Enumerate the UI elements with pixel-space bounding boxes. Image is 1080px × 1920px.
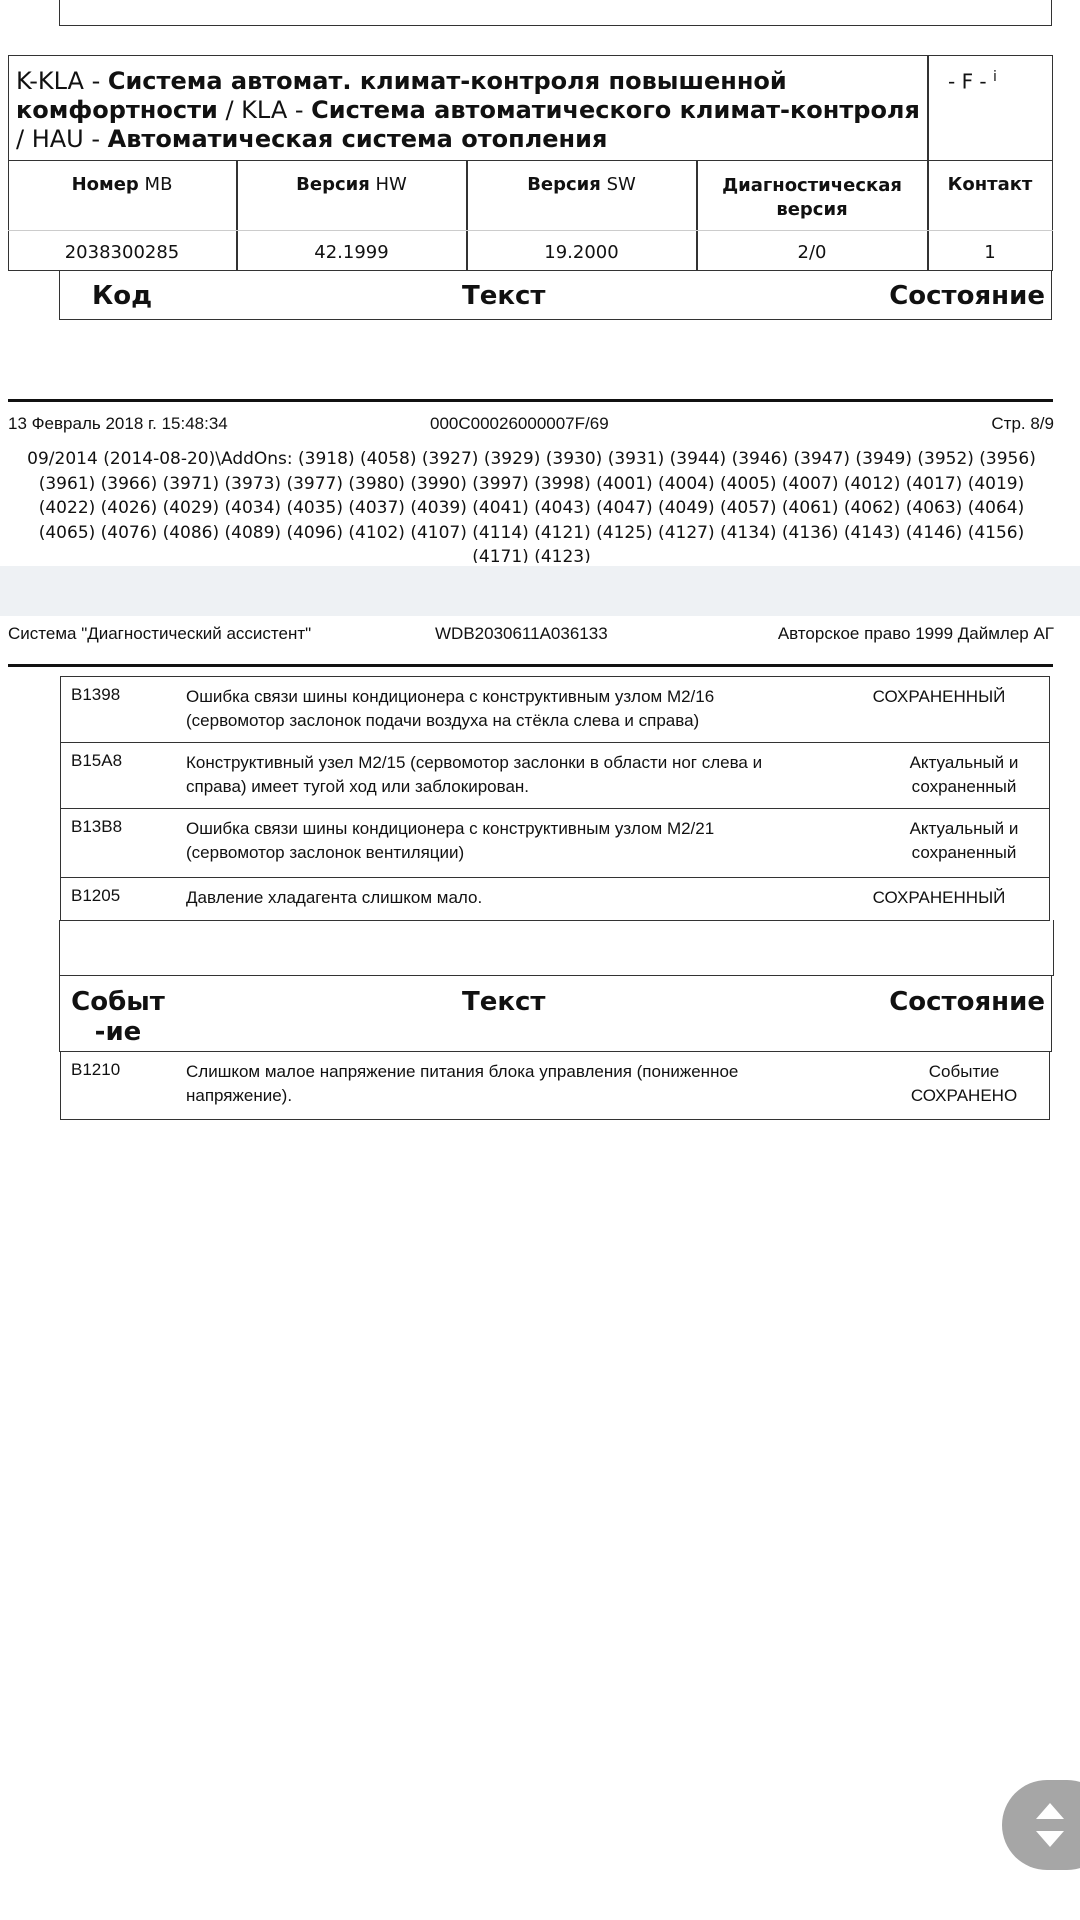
info-value-mb: 2038300285 bbox=[64, 242, 180, 263]
table-row bbox=[60, 878, 1050, 921]
fault-text: Ошибка связи шины кондиционера с конструктивным узлом M2/16 (сервомотор заслонок подачи воздуха на стёкла слева и справа) bbox=[186, 687, 715, 730]
event-state: Событие СОХРАНЕНО bbox=[910, 1062, 1018, 1105]
fault-header-state: Состояние bbox=[889, 281, 1045, 311]
info-header-mb bbox=[8, 174, 236, 195]
footer-date: 13 Февраль 2018 г. 15:48:34 bbox=[8, 414, 228, 433]
info-value-diag: 2/0 bbox=[797, 242, 827, 263]
info-header-bold: Диагностическая версия bbox=[722, 175, 902, 220]
module-flag-text: - F - bbox=[948, 69, 994, 94]
event-header-state: Состояние bbox=[889, 987, 1045, 1017]
info-header-hw bbox=[237, 174, 466, 195]
module-title bbox=[8, 55, 928, 161]
info-header-bold: Номер bbox=[71, 174, 139, 195]
table-row bbox=[60, 743, 1050, 809]
previous-section-box bbox=[59, 0, 1052, 26]
info-value-hw: 42.1999 bbox=[314, 242, 389, 263]
table-row bbox=[60, 1052, 1050, 1120]
fault-state: Актуальный и сохраненный bbox=[909, 753, 1019, 796]
info-row-divider bbox=[8, 230, 1053, 231]
info-header-rest: SW bbox=[600, 174, 636, 195]
event-code: B1210 bbox=[71, 1060, 121, 1079]
fault-text: Конструктивный узел M2/15 (сервомотор заслонки в области ног слева и справа) имеет тугой ход или заблокирован. bbox=[186, 753, 763, 796]
info-header-diag bbox=[697, 174, 927, 222]
module-title-part: Система автомат. климат-контроля повышенной комфортности bbox=[16, 67, 787, 124]
footer-doc-id: 000C00026000007F/69 bbox=[430, 414, 609, 433]
module-title-part: / HAU - bbox=[16, 125, 108, 153]
info-header-sw bbox=[467, 174, 696, 195]
table-row bbox=[60, 676, 1050, 743]
module-flag bbox=[928, 55, 1052, 161]
info-header-bold: Версия bbox=[527, 174, 601, 195]
table-row bbox=[60, 809, 1050, 878]
fault-header-code: Код bbox=[92, 281, 153, 311]
module-title-part: / KLA - bbox=[217, 96, 312, 124]
scroll-button[interactable] bbox=[1002, 1780, 1080, 1870]
fault-code: B1398 bbox=[71, 685, 121, 704]
module-title-part: K-KLA - bbox=[16, 67, 108, 95]
header-vin: WDB2030611A036133 bbox=[435, 624, 608, 643]
empty-row bbox=[59, 920, 1054, 976]
info-header-rest: HW bbox=[369, 174, 407, 195]
footer-page: Стр. 8/9 bbox=[991, 414, 1054, 433]
footer-rule bbox=[8, 399, 1053, 402]
fault-code: B13B8 bbox=[71, 817, 123, 836]
header-rule bbox=[8, 664, 1053, 667]
info-header-contact bbox=[928, 174, 1052, 195]
fault-state: Актуальный и сохраненный bbox=[909, 819, 1019, 862]
info-value-sw: 19.2000 bbox=[544, 242, 619, 263]
fault-text: Давление хладагента слишком мало. bbox=[186, 888, 483, 907]
fault-header-text: Текст bbox=[462, 281, 546, 311]
info-header-rest: MB bbox=[138, 174, 173, 195]
fault-code: B15A8 bbox=[71, 751, 123, 770]
module-title-part: Система автоматического климат-контроля bbox=[311, 96, 920, 124]
fault-code: B1205 bbox=[71, 886, 121, 905]
info-value-contact: 1 bbox=[984, 242, 996, 263]
up-down-arrows-icon bbox=[1030, 1801, 1070, 1849]
info-header-bold: Контакт bbox=[947, 174, 1033, 195]
footer-addons: 09/2014 (2014-08-20)\AddOns: (3918) (4058) (3927) (3929) (3930) (3931) (3944) (3946) (3947) (3949) (3952) (3956) (3961) (3966) (3971) (3973) (3977) (3980) (3990) (3997) (3998) (4001) (4004) (4005) (4007) (4012) (4017) (4019) (4022) (4026) (4029) (4034) (4035) (4037) (4039) (4041) (4043) (4047) (4049) (4057) (4061) (4062) (4063) (4064) (4065) (4076) (4086) (4089) (4096) (4102) (4107) (4114) (4121) (4125) (4127) (4134) (4136) (4143) (4146) (4156) (4171) (4123) bbox=[27, 449, 1036, 563]
page-break-band bbox=[0, 566, 1080, 616]
event-text: Слишком малое напряжение питания блока управления (пониженное напряжение). bbox=[186, 1062, 739, 1105]
header-copyright: Авторское право 1999 Даймлер АГ bbox=[777, 624, 1054, 643]
module-title-part: Автоматическая система отопления bbox=[107, 125, 608, 153]
fault-state: СОХРАНЕННЫЙ bbox=[872, 687, 1006, 706]
fault-text: Ошибка связи шины кондиционера с конструктивным узлом M2/21 (сервомотор заслонок вентиляции) bbox=[186, 819, 715, 862]
info-header-bold: Версия bbox=[296, 174, 370, 195]
fault-state: СОХРАНЕННЫЙ bbox=[872, 888, 1006, 907]
header-system: Система "Диагностический ассистент" bbox=[8, 624, 312, 643]
event-header-code: Событ-ие bbox=[71, 987, 165, 1047]
info-icon: i bbox=[993, 69, 997, 85]
event-header-text: Текст bbox=[462, 987, 546, 1017]
